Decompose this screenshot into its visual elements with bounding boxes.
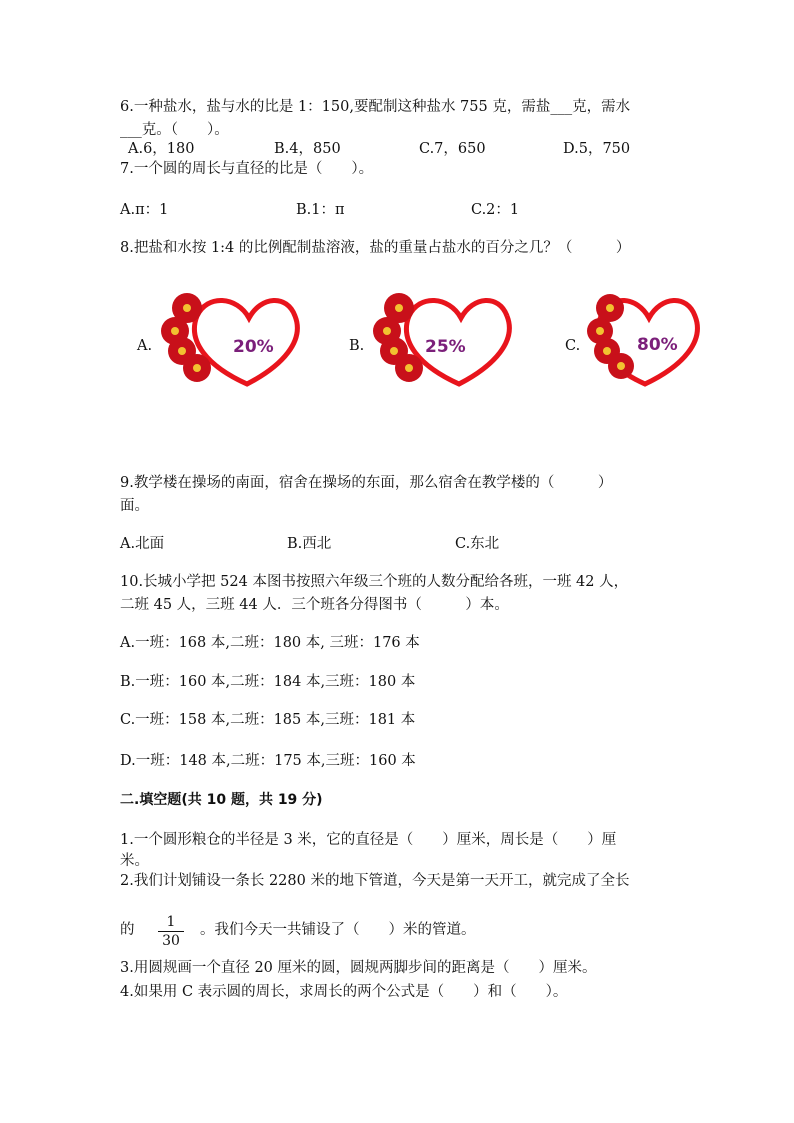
- q8-stem: 8.把盐和水按 1:4 的比例配制盐溶液，盐的重量占盐水的百分之几？（ ）: [120, 240, 631, 256]
- heart-flower-image: [137, 286, 317, 406]
- q7-option-a[interactable]: A.π：1: [120, 202, 169, 218]
- q6-option-b[interactable]: B.4，850: [274, 141, 341, 157]
- fraction-numerator: 1: [166, 914, 176, 930]
- heart-flower-image: [349, 286, 529, 406]
- fill4-stem: 4.如果用 C 表示圆的周长，求周长的两个公式是（ ）和（ ）。: [120, 984, 568, 1000]
- q6-option-a[interactable]: A.6，180: [128, 141, 195, 157]
- q10-option-d[interactable]: D.一班：148 本,二班：175 本,三班：160 本: [120, 753, 416, 769]
- q9-option-b[interactable]: B.西北: [287, 536, 332, 552]
- q6-stem-line2: ___克。（ ）。: [120, 122, 229, 138]
- fill2-prefix: 的: [120, 922, 135, 938]
- fill1-line1: 1.一个圆形粮仓的半径是 3 米，它的直径是（ ）厘米，周长是（ ）厘: [120, 832, 617, 848]
- q10-option-b[interactable]: B.一班：160 本,二班：184 本,三班：180 本: [120, 674, 416, 690]
- fill1-line2: 米。: [120, 853, 149, 869]
- q7-stem: 7.一个圆的周长与直径的比是（ ）。: [120, 161, 374, 177]
- fill2-suffix: 。我们今天一共铺设了（ ）米的管道。: [200, 922, 476, 938]
- q8-option-c[interactable]: [565, 286, 745, 406]
- q9-stem-line2: 面。: [120, 498, 149, 514]
- q8-option-a-value: 20%: [233, 337, 274, 357]
- q8-option-b-letter: B.: [349, 338, 365, 354]
- heart-flower-image: [565, 286, 745, 406]
- q6-option-c[interactable]: C.7，650: [419, 141, 486, 157]
- q9-option-a[interactable]: A.北面: [120, 536, 165, 552]
- q9-option-c[interactable]: C.东北: [455, 536, 500, 552]
- section2-title: 二.填空题(共 10 题，共 19 分): [120, 792, 323, 808]
- q8-option-c-letter: C.: [565, 338, 581, 354]
- q7-option-b[interactable]: B.1：π: [296, 202, 345, 218]
- fraction-one-thirtieth: [158, 914, 184, 949]
- fill2-line1: 2.我们计划铺设一条长 2280 米的地下管道，今天是第一天开工，就完成了全长: [120, 873, 630, 889]
- q8-option-c-value: 80%: [637, 335, 678, 355]
- q8-option-b[interactable]: [349, 286, 529, 406]
- q7-option-c[interactable]: C.2：1: [471, 202, 520, 218]
- flower-cluster-icon: [587, 294, 634, 379]
- fraction-bar: [158, 931, 184, 932]
- q10-stem-line2: 二班 45 人，三班 44 人．三个班各分得图书（ ）本。: [120, 597, 509, 613]
- fill3-stem: 3.用圆规画一个直径 20 厘米的圆，圆规两脚步间的距离是（ ）厘米。: [120, 960, 597, 976]
- q6-stem-line1: 6.一种盐水，盐与水的比是 1：150,要配制这种盐水 755 克，需盐___克，需水: [120, 99, 631, 115]
- q6-option-d[interactable]: D.5，750: [563, 141, 631, 157]
- q8-option-a[interactable]: [137, 286, 317, 406]
- q10-option-c[interactable]: C.一班：158 本,二班：185 本,三班：181 本: [120, 712, 416, 728]
- q8-option-b-value: 25%: [425, 337, 466, 357]
- q9-stem-line1: 9.教学楼在操场的南面，宿舍在操场的东面，那么宿舍在教学楼的（ ）: [120, 475, 613, 491]
- q8-option-a-letter: A.: [137, 338, 153, 354]
- fraction-denominator: 30: [162, 933, 180, 949]
- q10-stem-line1: 10.长城小学把 524 本图书按照六年级三个班的人数分配给各班，一班 42 人，: [120, 574, 629, 590]
- q10-option-a[interactable]: A.一班：168 本,二班：180 本, 三班：176 本: [120, 635, 420, 651]
